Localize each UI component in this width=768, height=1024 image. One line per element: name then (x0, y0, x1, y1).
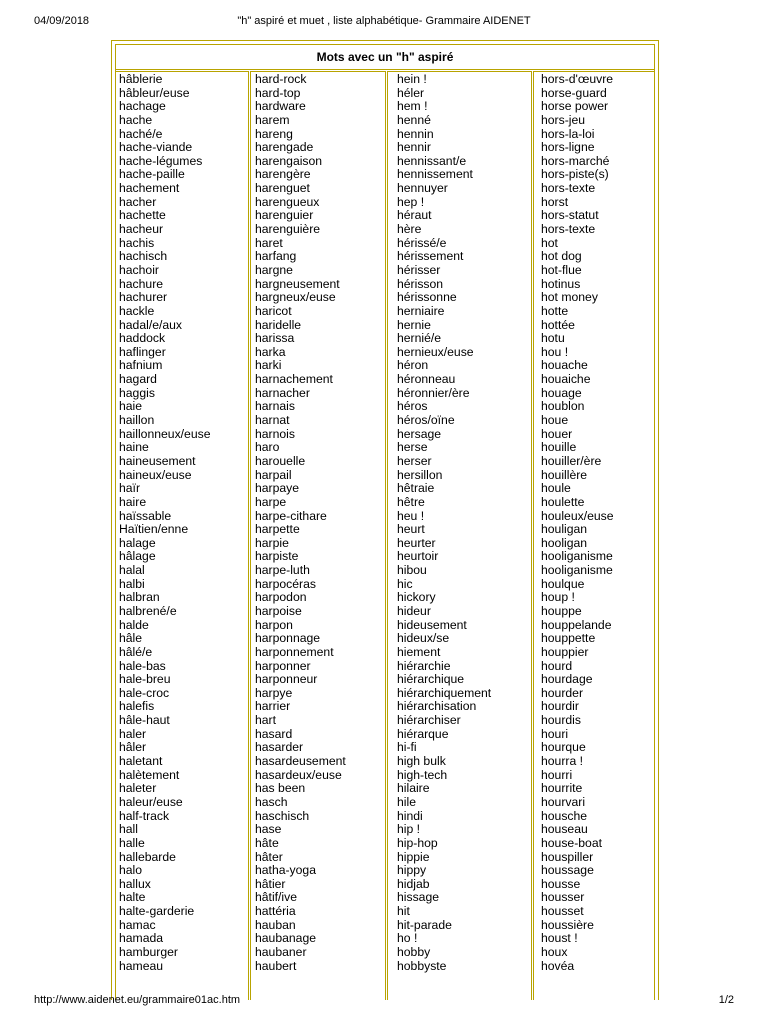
word-entry: harfang (255, 249, 297, 264)
word-entry: hérissement (397, 249, 464, 264)
word-entry: hotte (541, 303, 569, 318)
word-entry: housche (541, 808, 588, 823)
word-entry: hauban (255, 917, 296, 932)
word-entry: hall (119, 822, 138, 837)
word-entry: hache-viande (119, 140, 193, 155)
word-entry: hennissement (397, 167, 473, 182)
word-entry: hargneux/euse (255, 290, 336, 305)
word-entry: houppier (541, 644, 589, 659)
word-entry: hovéa (541, 958, 575, 973)
word-entry: hiérarchique (397, 672, 465, 687)
word-entry: hâle-haut (119, 713, 170, 728)
word-entry: hale-bas (119, 658, 166, 673)
word-entry: housset (541, 904, 584, 919)
print-title: "h" aspiré et muet , liste alphabétique- Grammaire AIDENET (237, 15, 531, 27)
word-entry: hatha-yoga (255, 863, 316, 878)
word-entry: hâtif/ive (255, 890, 298, 905)
word-entry: hamburger (119, 945, 178, 959)
word-entry: haflinger (119, 344, 166, 359)
print-header (0, 15, 768, 31)
word-entry: heurter (397, 535, 436, 550)
word-entry: hérisson (397, 276, 444, 291)
word-entry: hâtier (255, 876, 286, 891)
word-entry: haché/e (119, 126, 163, 141)
word-entry: harki (255, 358, 282, 373)
word-entry: hachisch (119, 249, 168, 264)
word-entry: horst (541, 194, 569, 209)
word-entry: harenguet (255, 181, 310, 196)
title-divider (115, 69, 655, 70)
word-entry: haletant (119, 754, 163, 769)
word-entry: hourdis (541, 713, 581, 728)
word-entry: hiérarchiquement (397, 685, 492, 700)
word-entry: harengueux (255, 194, 320, 209)
word-entry: hideusement (397, 617, 467, 632)
word-entry: hooliganisme (541, 563, 613, 578)
word-entry: halo (119, 863, 143, 878)
word-entry: halde (119, 617, 149, 632)
word-entry: hacheur (119, 222, 164, 237)
word-entry: hiérarque (397, 726, 449, 741)
word-entry: hors-statut (541, 208, 599, 223)
word-entry: hasardeux/euse (255, 767, 342, 782)
word-entry: hard-rock (255, 72, 307, 86)
word-entry: hargneusement (255, 276, 340, 291)
word-entry: hérissonne (397, 290, 457, 305)
word-entry: hâlé/e (119, 644, 153, 659)
word-entry: hache (119, 112, 153, 127)
word-entry: haïssable (119, 508, 172, 523)
word-entry: hip-hop (397, 835, 438, 850)
word-entry: harpaye (255, 481, 300, 496)
word-entry: hit-parade (397, 917, 452, 932)
word-entry: hâter (255, 849, 283, 864)
word-entry: hindi (397, 808, 423, 823)
word-entry: houppe (541, 603, 582, 618)
word-entry: hargne (255, 262, 293, 277)
word-entry: high bulk (397, 754, 446, 769)
word-entry: hâbleur/euse (119, 85, 190, 100)
word-entry: hachure (119, 276, 164, 291)
word-entry: haillon (119, 413, 155, 428)
word-entry: hooligan (541, 535, 588, 550)
word-entry: harponneur (255, 672, 318, 687)
word-entry: hérissé/e (397, 235, 447, 250)
word-entry: houst ! (541, 931, 578, 946)
word-entry: houssage (541, 863, 594, 878)
word-entry: hors-piste(s) (541, 167, 609, 182)
word-entry: hasard (255, 726, 293, 741)
word-entry: hot dog (541, 249, 582, 264)
word-entry: heurtoir (397, 549, 439, 564)
word-entry: héronnier/ère (397, 385, 470, 400)
word-entry: hamac (119, 917, 156, 932)
word-entry: Haïtien/enne (119, 522, 189, 537)
word-entry: héros/oïne (397, 413, 455, 428)
word-entry: halbi (119, 576, 145, 591)
word-entry: harponner (255, 658, 311, 673)
word-entry: harnat (255, 413, 290, 428)
word-entry: hissage (397, 890, 440, 905)
word-entry: haschisch (255, 808, 310, 823)
word-entry: hennissant/e (397, 153, 467, 168)
word-entry: hou ! (541, 344, 569, 359)
word-entry: harponnement (255, 644, 334, 659)
word-entry: hobbyste (397, 958, 447, 973)
word-entry: houppelande (541, 617, 612, 632)
word-entry: haillonneux/euse (119, 426, 211, 441)
word-entry: hors-texte (541, 222, 596, 237)
word-entry: halal (119, 563, 145, 578)
word-entry: houleux/euse (541, 508, 614, 523)
word-entry: houp ! (541, 590, 575, 605)
word-entry: hickory (397, 590, 436, 605)
word-entry: haleur/euse (119, 794, 183, 809)
word-entry: hourvari (541, 794, 586, 809)
word-entry: harpe-luth (255, 563, 310, 578)
word-entry: hiérarchiser (397, 713, 461, 728)
word-entry: hidjab (397, 876, 430, 891)
word-entry: haubert (255, 958, 297, 973)
word-entry: harnachement (255, 372, 333, 387)
word-entry: harpodon (255, 590, 307, 605)
word-entry: halefis (119, 699, 155, 714)
word-entry: hackle (119, 303, 155, 318)
word-entry: harpail (255, 467, 292, 482)
word-entry: hérisser (397, 262, 441, 277)
word-entry: houle (541, 481, 571, 496)
word-entry: harpette (255, 522, 300, 537)
word-entry: hot-flue (541, 262, 582, 277)
word-entry: harenguière (255, 222, 321, 237)
word-entry: housser (541, 890, 585, 905)
word-entry: hors-d'œuvre (541, 72, 614, 86)
word-entry: harka (255, 344, 286, 359)
word-entry: hère (397, 222, 422, 237)
word-entry: hafnium (119, 358, 163, 373)
word-entry: hallux (119, 876, 151, 891)
word-entry: houage (541, 385, 582, 400)
word-column-3 (397, 73, 527, 973)
word-entry: hors-la-loi (541, 126, 595, 141)
word-entry: haïr (119, 481, 141, 496)
word-entry: hasch (255, 794, 288, 809)
word-entry: hem ! (397, 99, 428, 114)
word-column-2 (255, 73, 385, 973)
word-entry: hep ! (397, 194, 425, 209)
word-entry: hourra ! (541, 754, 584, 769)
word-entry: hourdage (541, 672, 593, 687)
word-entry: héronneau (397, 372, 456, 387)
word-entry: halte-garderie (119, 904, 195, 919)
word-entry: houer (541, 426, 573, 441)
print-url: http://www.aidenet.eu/grammaire01ac.htm (34, 994, 241, 1006)
word-entry: harpe-cithare (255, 508, 327, 523)
word-entry: houblon (541, 399, 585, 414)
word-entry: hache-paille (119, 167, 185, 182)
word-entry: herse (397, 440, 428, 455)
word-entry: harnais (255, 399, 295, 414)
word-entry: haie (119, 399, 143, 414)
word-entry: héraut (397, 208, 432, 223)
word-entry: hersage (397, 426, 442, 441)
table-title: Mots avec un "h" aspiré (316, 50, 454, 64)
word-entry: hotu (541, 331, 565, 346)
word-entry: haricot (255, 303, 292, 318)
word-entry: hersillon (397, 467, 443, 482)
word-entry: houseau (541, 822, 588, 837)
word-entry: hernié/e (397, 331, 442, 346)
word-entry: hit (397, 904, 410, 919)
word-entry: harpoise (255, 603, 302, 618)
word-entry: houssière (541, 917, 594, 932)
word-entry: henné (397, 112, 431, 127)
word-entry: houille (541, 440, 577, 455)
word-entry: haineusement (119, 453, 196, 468)
word-entry: haridelle (255, 317, 302, 332)
word-entry: hart (255, 713, 277, 728)
word-entry: harpe (255, 494, 287, 509)
word-entry: herser (397, 453, 432, 468)
word-entry: héros (397, 399, 428, 414)
word-entry: has been (255, 781, 306, 796)
word-entry: houx (541, 945, 568, 959)
word-entry: herniaire (397, 303, 445, 318)
word-entry: hile (397, 794, 416, 809)
word-column-4 (541, 73, 671, 973)
word-entry: hot money (541, 290, 598, 305)
word-entry: houlque (541, 576, 585, 591)
word-entry: high-tech (397, 767, 448, 782)
word-entry: halle (119, 835, 145, 850)
word-entry: half-track (119, 808, 170, 823)
word-entry: harpon (255, 617, 293, 632)
word-entry: hideur (397, 603, 431, 618)
word-entry: houri (541, 726, 569, 741)
word-entry: houiller/ère (541, 453, 602, 468)
word-entry: hennuyer (397, 181, 448, 196)
word-entry: hibou (397, 563, 427, 578)
word-entry: houlette (541, 494, 585, 509)
word-entry: haubanage (255, 931, 317, 946)
word-entry: hors-ligne (541, 140, 595, 155)
word-entry: heurt (397, 522, 425, 537)
word-entry: horse-guard (541, 85, 607, 100)
word-entry: héron (397, 358, 429, 373)
word-entry: haleter (119, 781, 157, 796)
word-entry: hors-marché (541, 153, 610, 168)
word-entry: harouelle (255, 453, 306, 468)
word-entry: hachoir (119, 262, 159, 277)
word-entry: hameau (119, 958, 164, 973)
word-entry: hobby (397, 945, 431, 959)
word-entry: héler (397, 85, 425, 100)
word-entry: harpie (255, 535, 289, 550)
word-entry: haine (119, 440, 149, 455)
word-entry: harpye (255, 685, 293, 700)
word-entry: hourri (541, 767, 573, 782)
word-entry: hachage (119, 99, 166, 114)
word-entry: harrier (255, 699, 291, 714)
word-entry: heu ! (397, 508, 425, 523)
word-entry: hâte (255, 835, 279, 850)
word-entry: harpiste (255, 549, 299, 564)
word-entry: house-boat (541, 835, 602, 850)
word-entry: halètement (119, 767, 180, 782)
word-entry: haret (255, 235, 283, 250)
word-entry: houspiller (541, 849, 594, 864)
word-entry: haggis (119, 385, 155, 400)
word-entry: hiérarchie (397, 658, 451, 673)
word-entry: houe (541, 413, 569, 428)
word-entry: harenguier (255, 208, 314, 223)
word-entry: hêtraie (397, 481, 435, 496)
word-entry: harengade (255, 140, 314, 155)
word-entry: hâblerie (119, 72, 163, 86)
word-entry: hot (541, 235, 558, 250)
word-entry: hideux/se (397, 631, 450, 646)
print-footer (0, 994, 768, 1010)
word-entry: hâle (119, 631, 143, 646)
word-entry: hardware (255, 99, 306, 114)
word-entry: houligan (541, 522, 588, 537)
word-entry: houppette (541, 631, 596, 646)
word-entry: hachis (119, 235, 155, 250)
word-entry: hottée (541, 317, 575, 332)
word-entry: hache-légumes (119, 153, 203, 168)
word-entry: hourder (541, 685, 584, 700)
word-entry: harengaison (255, 153, 323, 168)
word-entry: hip ! (397, 822, 421, 837)
word-entry: housse (541, 876, 581, 891)
word-entry: hernieux/euse (397, 344, 474, 359)
word-entry: hiérarchisation (397, 699, 477, 714)
word-entry: hale-croc (119, 685, 170, 700)
word-entry: hors-texte (541, 181, 596, 196)
word-entry: hiement (397, 644, 441, 659)
word-entry: hasarder (255, 740, 304, 755)
word-entry: hourdir (541, 699, 579, 714)
word-entry: hippy (397, 863, 427, 878)
word-entry: harnacher (255, 385, 310, 400)
word-entry: hadal/e/aux (119, 317, 183, 332)
word-entry: haler (119, 726, 147, 741)
word-entry: harem (255, 112, 290, 127)
page-number: 1/2 (718, 994, 734, 1006)
word-entry: harissa (255, 331, 295, 346)
word-entry: hilaire (397, 781, 430, 796)
word-entry: hêtre (397, 494, 425, 509)
word-entry: halage (119, 535, 156, 550)
word-entry: hase (255, 822, 282, 837)
word-entry: halbran (119, 590, 160, 605)
word-entry: hourrite (541, 781, 583, 796)
word-entry: houache (541, 358, 588, 373)
word-entry: hachement (119, 181, 180, 196)
word-entry: hamada (119, 931, 164, 946)
word-entry: hallebarde (119, 849, 176, 864)
word-entry: harponnage (255, 631, 321, 646)
word-entry: hard-top (255, 85, 301, 100)
word-entry: halte (119, 890, 146, 905)
word-entry: hale-breu (119, 672, 171, 687)
word-entry: hourd (541, 658, 573, 673)
word-entry: haineux/euse (119, 467, 192, 482)
word-entry: hotinus (541, 276, 581, 291)
word-entry: harpocéras (255, 576, 316, 591)
word-entry: hic (397, 576, 413, 591)
word-entry: hachurer (119, 290, 168, 305)
word-entry: horse power (541, 99, 609, 114)
word-entry: hagard (119, 372, 157, 387)
word-entry: houillère (541, 467, 588, 482)
word-entry: hâlage (119, 549, 156, 564)
word-column-1 (119, 73, 249, 973)
word-entry: hennir (397, 140, 431, 155)
word-entry: harengère (255, 167, 311, 182)
word-entry: hennin (397, 126, 434, 141)
print-date: 04/09/2018 (34, 15, 90, 27)
word-entry: hooliganisme (541, 549, 613, 564)
word-entry: hippie (397, 849, 430, 864)
word-entry: harnois (255, 426, 295, 441)
word-entry: haddock (119, 331, 166, 346)
word-entry: haubaner (255, 945, 307, 959)
word-entry: hors-jeu (541, 112, 586, 127)
word-entry: hourque (541, 740, 586, 755)
word-entry: hattéria (255, 904, 296, 919)
word-entry: hacher (119, 194, 157, 209)
word-entry: hein ! (397, 72, 427, 86)
word-entry: ho ! (397, 931, 418, 946)
word-entry: hasardeusement (255, 754, 346, 769)
word-entry: hachette (119, 208, 166, 223)
word-entry: hâler (119, 740, 147, 755)
word-entry: hi-fi (397, 740, 417, 755)
word-entry: hernie (397, 317, 431, 332)
word-entry: haro (255, 440, 280, 455)
word-entry: houaiche (541, 372, 591, 387)
word-entry: haire (119, 494, 147, 509)
word-entry: hareng (255, 126, 293, 141)
word-entry: halbrené/e (119, 603, 177, 618)
